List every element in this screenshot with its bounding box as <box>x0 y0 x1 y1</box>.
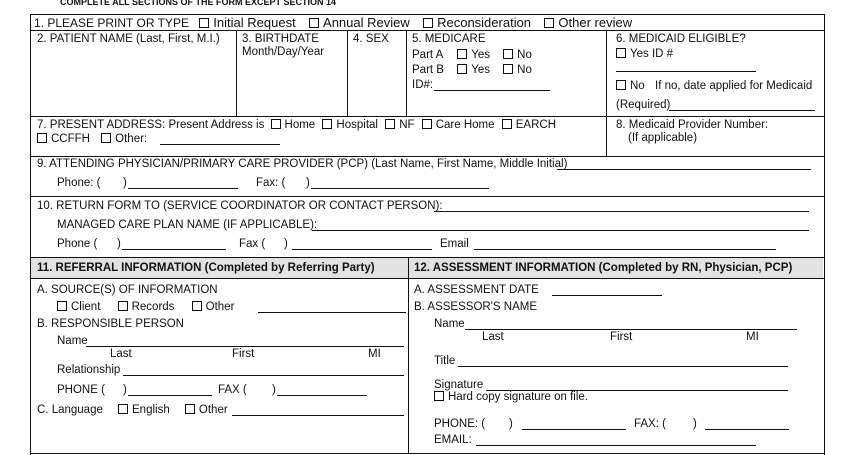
present-address-label: 7. PRESENT ADDRESS: Present Address is <box>37 119 265 131</box>
managed-care-field[interactable] <box>312 230 809 231</box>
checkbox-icon <box>37 133 47 143</box>
other-address-field[interactable] <box>160 144 280 145</box>
checkbox-icon <box>423 18 433 28</box>
assessor-mi-caption: MI <box>746 331 759 343</box>
address-row-2 <box>37 133 147 145</box>
divider <box>347 30 348 116</box>
provider-number-label: 8. Medicaid Provider Number: <box>616 119 769 131</box>
assessor-name-caption: Name <box>434 318 465 330</box>
physician-phone-label: Phone: ( <box>57 177 101 189</box>
reconsideration-option[interactable]: Reconsideration <box>423 16 531 30</box>
return-email-label: Email <box>440 238 469 250</box>
hard-copy-option[interactable]: Hard copy signature on file. <box>434 391 588 403</box>
print-or-type-label: 1. PLEASE PRINT OR TYPE <box>34 16 189 30</box>
checkbox-icon <box>616 48 626 58</box>
return-email-field[interactable] <box>474 249 776 250</box>
physician-phone-field[interactable] <box>128 188 238 189</box>
medicare-id-field[interactable] <box>434 90 550 91</box>
part-a-yes[interactable]: Yes <box>457 49 490 61</box>
referral-fax-field[interactable] <box>277 395 367 396</box>
phone-paren: ) <box>123 177 127 189</box>
medicaid-eligible-label: 6. MEDICAID ELIGIBLE? <box>616 33 746 45</box>
fax-paren: ) <box>306 177 310 189</box>
assessment-header: 12. ASSESSMENT INFORMATION (Completed by RN, Physician, PCP) <box>414 262 793 274</box>
assessment-email-field[interactable] <box>476 445 756 446</box>
divider <box>408 257 409 454</box>
other-source-option[interactable]: Other <box>192 301 235 313</box>
checkbox-icon <box>544 18 554 28</box>
care-home-option[interactable]: Care Home <box>422 119 495 131</box>
other-address-option[interactable]: Other: <box>101 133 147 145</box>
initial-request-option[interactable]: Initial Request <box>199 16 295 30</box>
return-to-field[interactable] <box>434 211 809 212</box>
assessor-title-label: Title <box>434 355 456 367</box>
referral-phone-label: PHONE ( <box>57 384 105 396</box>
top-note: COMPLETE ALL SECTIONS OF THE FORM EXCEPT SECTION 14 <box>60 0 337 7</box>
checkbox-icon <box>309 18 319 28</box>
other-language-field[interactable] <box>232 415 404 416</box>
physician-fax-label: Fax: ( <box>256 177 286 189</box>
responsible-name-field[interactable] <box>86 346 404 347</box>
divider <box>406 30 407 116</box>
birthdate-label: 3. BIRTHDATE <box>242 33 319 45</box>
responsible-name-label: Name <box>57 335 88 347</box>
other-language-option[interactable]: Other <box>185 404 228 416</box>
medicaid-if-no-text: If no, date applied for Medicaid <box>655 80 813 92</box>
checkbox-icon <box>118 404 128 414</box>
checkbox-icon <box>457 49 467 59</box>
part-b-no[interactable]: No <box>503 64 532 76</box>
earch-option[interactable]: EARCH <box>502 119 556 131</box>
assessor-title-field[interactable] <box>458 366 788 367</box>
checkbox-icon <box>616 80 626 90</box>
english-option[interactable]: English <box>118 404 170 416</box>
name-last-caption: Last <box>110 348 132 360</box>
provider-number-sublabel: (If applicable) <box>628 132 698 144</box>
part-b-yes[interactable]: Yes <box>457 64 490 76</box>
divider <box>30 278 825 279</box>
referral-fax-label: FAX ( <box>218 384 247 396</box>
phone-paren: ) <box>117 238 121 250</box>
medicare-label: 5. MEDICARE <box>412 33 486 45</box>
assessment-date-label: A. ASSESSMENT DATE <box>414 284 539 296</box>
client-option[interactable]: Client <box>57 301 100 313</box>
return-fax-field[interactable] <box>292 249 432 250</box>
relationship-field[interactable] <box>123 375 404 376</box>
medicare-id-label: ID#: <box>412 79 434 91</box>
name-first-caption: First <box>232 348 255 360</box>
divider <box>30 156 825 157</box>
sex-label: 4. SEX <box>353 33 389 45</box>
assessment-date-field[interactable] <box>552 295 662 296</box>
return-fax-label: Fax ( <box>239 238 266 250</box>
assessor-first-caption: First <box>610 331 633 343</box>
checkbox-icon <box>192 301 202 311</box>
part-b-row: Part B Yes No <box>412 64 532 76</box>
checkbox-icon <box>57 301 67 311</box>
relationship-label: Relationship <box>57 364 121 376</box>
divider <box>30 116 825 117</box>
assessor-name-label: B. ASSESSOR'S NAME <box>414 301 537 313</box>
sources-options <box>57 301 234 313</box>
medicaid-no-option[interactable]: No <box>616 80 645 92</box>
birthdate-sublabel: Month/Day/Year <box>242 46 325 58</box>
assessment-phone-label: PHONE: ( <box>434 418 486 430</box>
signature-label: Signature <box>434 379 484 391</box>
checkbox-icon <box>434 391 444 401</box>
name-mi-caption: MI <box>368 348 381 360</box>
responsible-person-label: B. RESPONSIBLE PERSON <box>37 318 184 330</box>
patient-name-label: 2. PATIENT NAME (Last, First, M.I.) <box>37 33 220 45</box>
nf-option[interactable]: NF <box>385 119 414 131</box>
checkbox-icon <box>322 119 332 129</box>
checkbox-icon <box>503 49 513 59</box>
assessment-email-label: EMAIL: <box>434 434 472 446</box>
checkbox-icon <box>422 119 432 129</box>
annual-review-option[interactable]: Annual Review <box>309 16 410 30</box>
part-a-row: Part A Yes No <box>412 49 532 61</box>
language-options <box>118 404 228 416</box>
part-a-no[interactable]: No <box>503 49 532 61</box>
referral-header: 11. REFERRAL INFORMATION (Completed by Referring Party) <box>37 262 375 274</box>
phone-paren: ) <box>509 418 513 430</box>
fax-paren: ) <box>272 384 276 396</box>
medicaid-date-field[interactable] <box>669 110 815 111</box>
fax-paren: ) <box>693 418 697 430</box>
ccffh-option[interactable]: CCFFH <box>37 133 90 145</box>
address-row <box>37 119 556 131</box>
return-to-label: 10. RETURN FORM TO (SERVICE COORDINATOR OR CONTACT PERSON): <box>37 200 443 212</box>
assessment-fax-label: FAX: ( <box>634 418 666 430</box>
checkbox-icon <box>385 119 395 129</box>
medicaid-id-field[interactable] <box>616 71 756 72</box>
print-or-type-row <box>34 15 632 30</box>
divider <box>606 30 607 156</box>
assessment-phone-field[interactable] <box>522 429 626 430</box>
divider <box>30 30 825 31</box>
physician-fax-field[interactable] <box>311 188 489 189</box>
medicaid-yes-option[interactable]: Yes ID # <box>616 48 673 60</box>
return-phone-field[interactable] <box>122 249 226 250</box>
required-label: (Required) <box>616 99 671 111</box>
phone-paren: ) <box>123 384 127 396</box>
managed-care-label: MANAGED CARE PLAN NAME (IF APPLICABLE): <box>57 219 318 231</box>
checkbox-icon <box>118 301 128 311</box>
assessor-name-field[interactable] <box>465 329 797 330</box>
divider <box>30 196 825 197</box>
other-source-field[interactable] <box>258 312 406 313</box>
hospital-option[interactable]: Hospital <box>322 119 378 131</box>
records-option[interactable]: Records <box>118 301 175 313</box>
assessment-fax-field[interactable] <box>705 429 789 430</box>
checkbox-icon <box>503 64 513 74</box>
checkbox-icon <box>199 18 209 28</box>
checkbox-icon <box>185 404 195 414</box>
checkbox-icon <box>502 119 512 129</box>
physician-name-field[interactable] <box>557 169 811 170</box>
checkbox-icon <box>457 64 467 74</box>
fax-paren: ) <box>284 238 288 250</box>
sources-label: A. SOURCE(S) OF INFORMATION <box>37 284 218 296</box>
referral-phone-field[interactable] <box>128 395 212 396</box>
other-review-option[interactable]: Other review <box>544 16 632 30</box>
language-label: C. Language <box>37 404 103 416</box>
return-phone-label: Phone ( <box>57 238 98 250</box>
assessor-last-caption: Last <box>482 331 504 343</box>
home-option[interactable]: Home <box>271 119 316 131</box>
divider <box>236 30 237 116</box>
physician-label: 9. ATTENDING PHYSICIAN/PRIMARY CARE PROVIDER (PCP) (Last Name, First Name, Middle Initial) <box>37 158 568 170</box>
checkbox-icon <box>101 133 111 143</box>
checkbox-icon <box>271 119 281 129</box>
